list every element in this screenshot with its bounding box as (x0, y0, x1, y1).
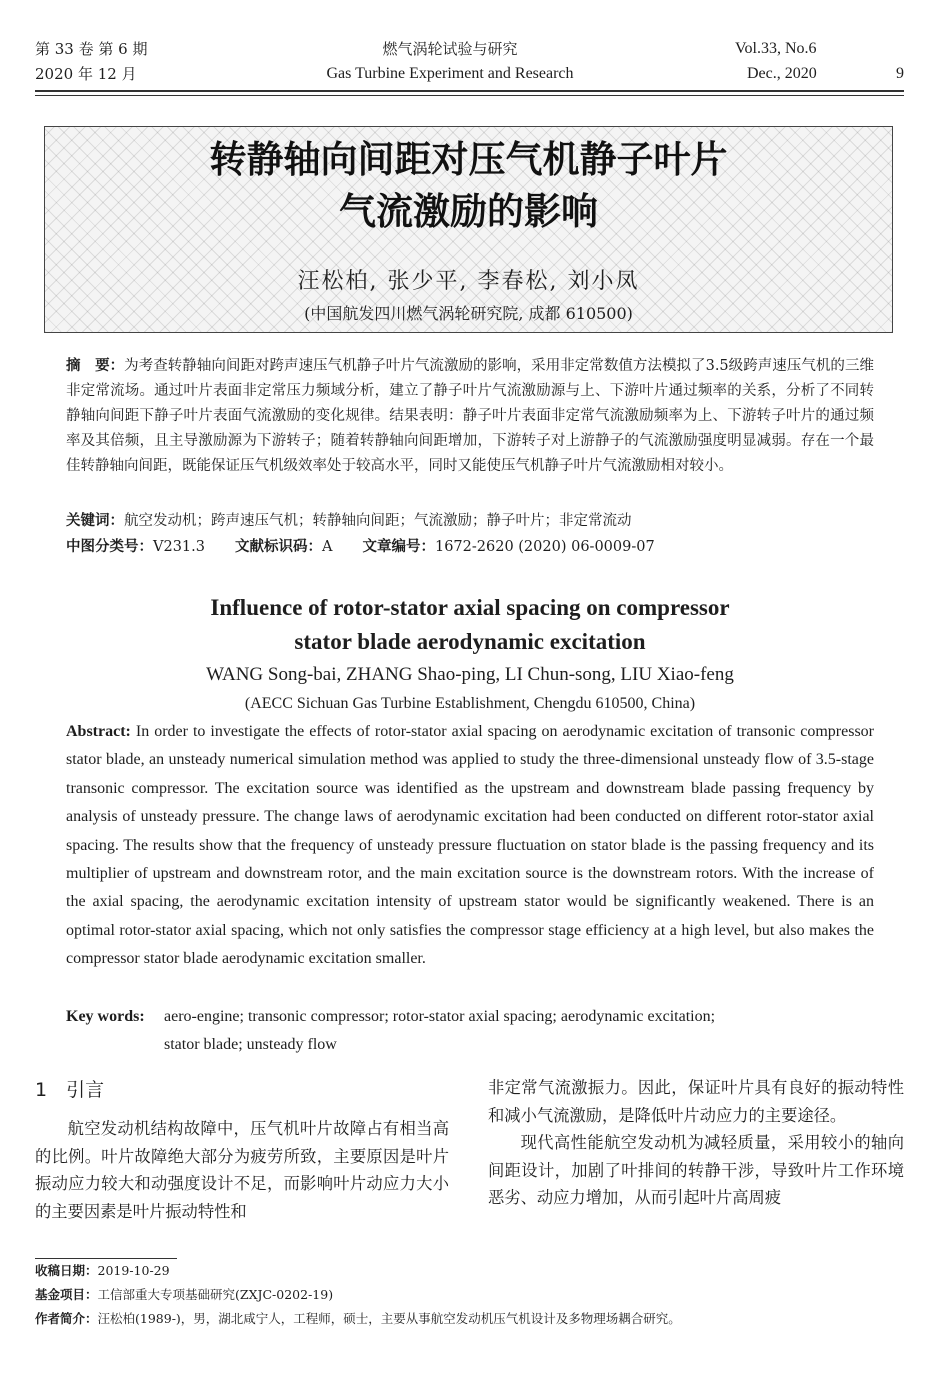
keywords-cn (66, 510, 874, 532)
doc-code-value: A (321, 539, 333, 555)
received-label: 收稿日期： (35, 1263, 98, 1278)
header-volume-cn: 第 33 卷 第 6 期 (35, 40, 148, 58)
keywords-en-line2: stator blade; unsteady flow (164, 1036, 337, 1053)
footnote-rule (35, 1258, 177, 1259)
clc-label: 中图分类号： (66, 539, 153, 555)
article-number-value: 1672-2620 (2020) 06-0009-07 (434, 539, 655, 555)
article-number-label: 文章编号： (362, 539, 435, 555)
header-rule-thick (35, 90, 904, 92)
header-journal-en: Gas Turbine Experiment and Research (326, 65, 574, 82)
body-right-column (488, 1074, 904, 1212)
abstract-cn-text: 为考查转静轴向间距对跨声速压气机静子叶片气流激励的影响，采用非定常数值方法模拟了3.5级跨声速压气机的三维非定常流场。通过叶片表面非定常压力频域分析，建立了静子叶片气流激励源与上、下游叶片通过频率的关系，分析了不同转静轴向间距下静子叶片表面气流激励的变化规律。结果表明：静子叶片表面非定常气流激励频率为上、下游转子叶片的通过频率及其倍频，且主导激励源为下游转子；随着转静轴向间距增加，下游转子对上游静子的气流激励强度明显减弱。存在一个最佳转静轴向间距，既能保证压气机级效率处于较高水平，同时又能使压气机静子叶片气流激励相对较小。 (66, 358, 875, 474)
abstract-en-label: Abstract: (66, 723, 131, 740)
header-journal-cn: 燃气涡轮试验与研究 (382, 40, 518, 58)
keywords-en (66, 1003, 874, 1059)
header-rule-thin (35, 95, 904, 96)
keywords-cn-text: 航空发动机；跨声速压气机；转静轴向间距；气流激励；静子叶片；非定常流动 (124, 513, 632, 529)
section-heading: 1 引言 (35, 1079, 105, 1101)
footnote-received (35, 1263, 904, 1279)
affiliation-en: (AECC Sichuan Gas Turbine Establishment, Chengdu 610500, China) (244, 695, 696, 712)
keywords-en-label: Key words: (66, 1008, 145, 1025)
authors-cn: 汪松柏, 张少平, 李春松, 刘小凤 (297, 269, 640, 294)
title-en-line2: stator blade aerodynamic excitation (294, 629, 646, 654)
header-date-en: Dec., 2020 (747, 65, 817, 82)
classification-row (66, 536, 874, 558)
body-paragraph: 非定常气流激振力。因此，保证叶片具有良好的振动特性和减小气流激励，是降低叶片动应力的主要途径。 (488, 1078, 904, 1125)
header-volume-en: Vol.33, No.6 (735, 40, 817, 57)
author-bio-label: 作者简介： (35, 1311, 98, 1326)
title-en-line1: Influence of rotor-stator axial spacing on compressor (210, 595, 730, 620)
authors-en: WANG Song-bai, ZHANG Shao-ping, LI Chun-song, LIU Xiao-feng (206, 664, 734, 685)
body-left-column (35, 1115, 449, 1225)
author-bio-value: 汪松柏(1989-)，男，湖北咸宁人，工程师，硕士，主要从事航空发动机压气机设计及多物理场耦合研究。 (97, 1311, 681, 1326)
title-cn-line2: 气流激励的影响 (339, 190, 598, 233)
header-date-cn: 2020 年 12 月 (35, 65, 137, 83)
abstract-en-text: In order to investigate the effects of rotor-stator axial spacing on aerodynamic excitation of transonic compressor stator blade, an unsteady numerical simulation method was applied to study the three-dimensional unsteady flow of 3.5-stage transonic compressor. The excitation source was identified as the upstream and downstream blade passing frequency by analysis of unsteady pressure. The change laws of aerodynamic excitation had been conducted on different rotor-stator axial spacing. The results show that the frequency of unsteady pressure fluctuation on stator blade is the passing frequency and its multiplier of upstream and downstream rotor, and the main excitation source is the downstream rotors. With the increase of the axial spacing, the aerodynamic excitation intensity of upstream stator would be significantly weakened. There is an optimal rotor-stator axial spacing, which not only satisfies the compressor stage efficiency at a high level, but also makes the compressor stator blade aerodynamic excitation smaller. (66, 723, 874, 968)
abstract-en (66, 718, 874, 974)
footnote-fund (35, 1287, 904, 1303)
affiliation-cn: (中国航发四川燃气涡轮研究院, 成都 610500) (304, 304, 633, 323)
keywords-en-line1: aero-engine; transonic compressor; rotor-stator axial spacing; aerodynamic excitation; (164, 1008, 716, 1025)
title-cn-line1: 转静轴向间距对压气机静子叶片 (209, 138, 728, 181)
fund-value: 工信部重大专项基础研究(ZXJC-0202-19) (97, 1287, 334, 1302)
body-paragraph: 现代高性能航空发动机为减轻质量，采用较小的轴向间距设计，加剧了叶排间的转静干涉，导致叶片工作环境恶劣、动应力增加，从而引起叶片高周疲 (488, 1133, 904, 1207)
doc-code-label: 文献标识码： (234, 539, 322, 555)
page-number: 9 (896, 65, 904, 82)
fund-label: 基金项目： (35, 1287, 98, 1302)
body-paragraph: 航空发动机结构故障中，压气机叶片故障占有相当高的比例。叶片故障绝大部分为疲劳所致，主要原因是叶片振动应力较大和动强度设计不足，而影响叶片动应力大小的主要因素是叶片振动特性和 (35, 1119, 449, 1221)
abstract-cn (66, 354, 874, 479)
clc-value: V231.3 (153, 539, 205, 555)
abstract-cn-label: 摘 要： (66, 358, 125, 374)
received-value: 2019-10-29 (97, 1263, 170, 1278)
footnote-author (35, 1311, 904, 1327)
keywords-cn-label: 关键词： (66, 513, 124, 529)
